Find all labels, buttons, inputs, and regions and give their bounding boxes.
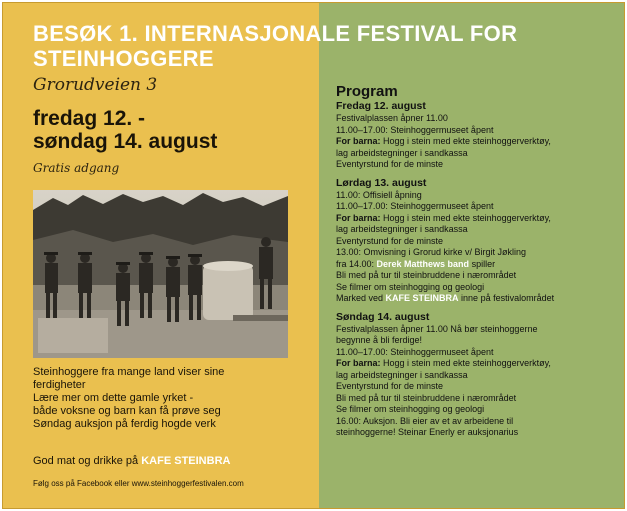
- program-line: Eventyrstund for de minste: [336, 235, 444, 246]
- band-highlight: Derek Matthews band: [376, 258, 470, 269]
- description-line: ferdigheter: [33, 379, 86, 391]
- festival-poster: [2, 2, 625, 509]
- program-line: Bli med på tur til steinbruddene i nærområdet: [336, 392, 517, 403]
- description-line: Lære mer om dette gamle yrket -: [33, 392, 194, 404]
- program-line: 16.00: Auksjon. Bli eier av et av arbeidene til: [336, 415, 514, 426]
- kafe-highlight: KAFE STEINBRA: [385, 293, 459, 303]
- program-line: [336, 136, 621, 148]
- program-line: Se filmer om steinhogging og geologi: [336, 281, 485, 292]
- program-text: Marked ved: [336, 293, 386, 303]
- program-line: steinhoggerne! Steinar Enerly er auksjonarius: [336, 427, 519, 437]
- program-line: [336, 293, 621, 305]
- follow-us-text: Følg oss på Facebook eller www.steinhoggerfestivalen.com: [33, 479, 244, 488]
- program-line: 11.00–17.00: Steinhoggermuseet åpent: [336, 201, 494, 211]
- program-line: lag arbeidstegninger i sandkassa: [336, 224, 468, 234]
- program-line: [336, 213, 621, 225]
- day-saturday: [336, 177, 621, 305]
- program-line: Festivalplassen åpner 11.00: [336, 113, 448, 123]
- program-line: [336, 358, 621, 370]
- program-line: Se filmer om steinhogging og geologi: [336, 404, 485, 414]
- program-line: lag arbeidstegninger i sandkassa: [336, 147, 468, 158]
- program-list: [336, 100, 621, 445]
- day-heading: Søndag 14. august: [336, 310, 430, 323]
- program-text: Hogg i stein med ekte steinhoggerverktøy,: [380, 136, 551, 146]
- address: Grorudveien 3: [33, 75, 158, 95]
- festival-description: [33, 366, 313, 431]
- free-entry: Gratis adgang: [33, 161, 120, 175]
- day-friday: [336, 100, 621, 171]
- historic-photo-image: [33, 190, 288, 358]
- program-line: 13.00: Omvisning i Grorud kirke v/ Birgit Jøkling: [336, 247, 527, 257]
- program-line: 11.00: Offisiell åpning: [336, 189, 422, 200]
- program-line: begynne å bli ferdige!: [336, 335, 423, 345]
- for-barna-label: For barna:: [336, 212, 381, 223]
- program-line: 11.00–17.00: Steinhoggermuseet åpent: [336, 346, 494, 357]
- program-text: Hogg i stein med ekte steinhoggerverktøy,: [380, 358, 551, 368]
- program-line: Eventyrstund for de minste: [336, 381, 444, 391]
- description-line: Steinhoggere fra mange land viser sine: [33, 366, 225, 378]
- day-heading: Fredag 12. august: [336, 100, 426, 112]
- program-line: Eventyrstund for de minste: [336, 159, 444, 169]
- program-text: spiller: [469, 258, 496, 269]
- festival-dates: [33, 107, 217, 153]
- kafe-steinbra-highlight: KAFE STEINBRA: [141, 455, 231, 467]
- program-text: fra 14.00:: [336, 258, 377, 269]
- program-line: Bli med på tur til steinbruddene i nærområdet: [336, 270, 517, 280]
- program-title: Program: [336, 83, 398, 100]
- food-drink-note: [33, 455, 230, 467]
- program-text: inne på festivalområdet: [458, 293, 555, 303]
- day-sunday: [336, 311, 621, 439]
- program-line: Festivalplassen åpner 11.00 Nå bør steinhoggerne: [336, 323, 538, 334]
- day-heading: Lørdag 13. august: [336, 176, 427, 189]
- for-barna-label: For barna:: [336, 358, 381, 368]
- program-line: lag arbeidstegninger i sandkassa: [336, 369, 468, 380]
- for-barna-label: For barna:: [336, 136, 381, 146]
- food-text: God mat og drikke på: [33, 455, 139, 467]
- program-line: 11.00–17.00: Steinhoggermuseet åpent: [336, 124, 494, 135]
- date-line-1: fredag 12. -: [33, 107, 146, 130]
- program-text: Hogg i stein med ekte steinhoggerverktøy,: [380, 212, 551, 223]
- description-line: Søndag auksjon på ferdig hogde verk: [33, 418, 216, 430]
- description-line: både voksne og barn kan få prøve seg: [33, 405, 221, 417]
- historic-photo: [33, 190, 288, 358]
- program-line: [336, 259, 621, 271]
- poster-title: BESØK 1. INTERNASJONALE FESTIVAL FOR STEINHOGGERE: [33, 21, 518, 71]
- date-line-2: søndag 14. august: [33, 130, 218, 153]
